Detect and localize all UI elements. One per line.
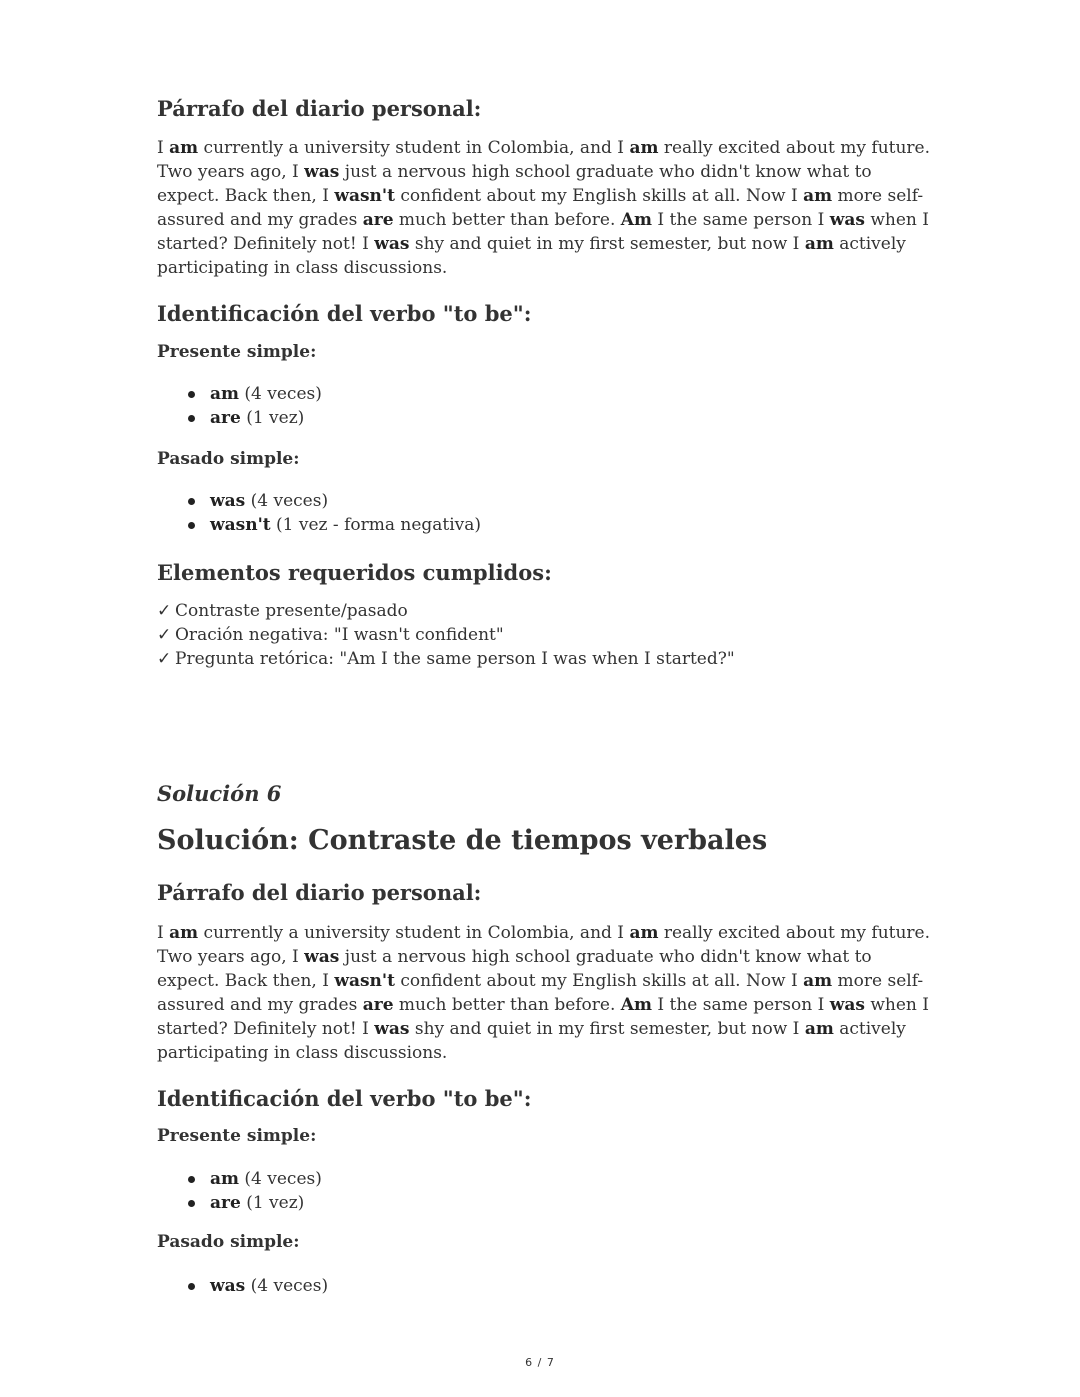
paragraph-text: much better than before. <box>393 995 621 1015</box>
verb-highlight: Am <box>620 995 652 1015</box>
identification-heading-1 <box>157 301 937 326</box>
diary-heading-2 <box>157 880 937 905</box>
present-simple-label: Presente simple: <box>157 1126 317 1146</box>
verb-label: are <box>210 408 241 428</box>
list-item <box>157 1191 937 1215</box>
paragraph-text: I <box>157 923 170 943</box>
requirements-list <box>157 599 937 671</box>
verb-highlight: am <box>803 186 833 206</box>
list-item <box>157 489 937 513</box>
bullet-icon <box>188 498 195 505</box>
verb-highlight: Am <box>620 210 652 230</box>
solution-label-block <box>157 781 937 806</box>
title-block <box>157 825 937 856</box>
section-heading: Identificación del verbo "to be": <box>157 1086 532 1111</box>
paragraph-text: I the same person I <box>651 210 830 230</box>
diary-paragraph <box>157 921 937 1065</box>
past-label-2 <box>157 1232 937 1252</box>
solution-label: Solución 6 <box>157 781 282 806</box>
verb-label: was <box>210 491 246 511</box>
past-label-1 <box>157 449 937 469</box>
verb-highlight: was <box>374 234 410 254</box>
verb-count: (4 veces) <box>245 1276 329 1296</box>
verb-highlight: am <box>629 138 659 158</box>
verb-highlight: am <box>629 923 659 943</box>
past-list <box>157 1274 937 1298</box>
past-simple-label: Pasado simple: <box>157 449 300 469</box>
paragraph-text: shy and quiet in my first semester, but now I <box>409 1019 805 1039</box>
check-icon: ✓ <box>157 601 172 621</box>
diary-paragraph-2 <box>157 921 937 1065</box>
check-item <box>157 647 937 671</box>
paragraph-text: actively participating in class discussions. <box>157 1019 906 1063</box>
verb-highlight: was <box>304 162 340 182</box>
page-title: Solución: Contraste de tiempos verbales <box>157 825 768 856</box>
list-item <box>157 1274 937 1298</box>
identification-heading-2 <box>157 1086 937 1111</box>
verb-highlight: wasn't <box>334 186 395 206</box>
paragraph-text: currently a university student in Colombia, and I <box>198 923 630 943</box>
paragraph-text: I <box>157 138 170 158</box>
present-list <box>157 382 937 430</box>
paragraph-text: when I started? Definitely not! I <box>157 995 929 1039</box>
list-item <box>157 406 937 430</box>
verb-count: (4 veces) <box>239 384 322 404</box>
bullet-icon <box>188 415 195 422</box>
bullet-icon <box>188 1283 195 1290</box>
verb-count: (1 vez) <box>240 408 305 428</box>
verb-count: (1 vez - forma negativa) <box>270 515 482 535</box>
past-list <box>157 489 937 537</box>
paragraph-text: just a nervous high school graduate who didn't know what to expect. Back then, I <box>157 162 872 206</box>
paragraph-text: more self-assured and my grades <box>157 971 924 1015</box>
verb-count: (4 veces) <box>239 1169 322 1189</box>
paragraph-text: really excited about my future. Two years ago, I <box>157 138 931 182</box>
verb-label: are <box>210 1193 241 1213</box>
diary-paragraph <box>157 136 937 280</box>
check-text: Pregunta retórica: "Am I the same person I was when I started?" <box>175 649 735 669</box>
past-list-1 <box>157 489 937 537</box>
verb-highlight: was <box>829 995 865 1015</box>
verb-label: am <box>210 1169 240 1189</box>
present-label-1 <box>157 342 937 362</box>
paragraph-text: confident about my English skills at all. Now I <box>394 186 804 206</box>
paragraph-text: really excited about my future. Two years ago, I <box>157 923 931 967</box>
verb-highlight: wasn't <box>334 971 395 991</box>
verb-highlight: was <box>374 1019 410 1039</box>
verb-highlight: am <box>169 138 199 158</box>
past-list-2 <box>157 1274 937 1298</box>
bullet-icon <box>188 1176 195 1183</box>
paragraph-text: shy and quiet in my first semester, but now I <box>409 234 805 254</box>
verb-highlight: are <box>362 210 394 230</box>
bullet-icon <box>188 522 195 529</box>
paragraph-text: when I started? Definitely not! I <box>157 210 929 254</box>
verb-label: wasn't <box>210 515 271 535</box>
check-text: Oración negativa: "I wasn't confident" <box>175 625 504 645</box>
section-heading: Párrafo del diario personal: <box>157 96 482 121</box>
verb-label: am <box>210 384 240 404</box>
verb-highlight: was <box>304 947 340 967</box>
bullet-icon <box>188 391 195 398</box>
list-item <box>157 1167 937 1191</box>
present-list <box>157 1167 937 1215</box>
page-number: 6 / 7 <box>525 1356 555 1369</box>
diary-heading-1 <box>157 96 937 121</box>
verb-highlight: are <box>362 995 394 1015</box>
check-item <box>157 623 937 647</box>
paragraph-text: currently a university student in Colombia, and I <box>198 138 630 158</box>
present-label-2 <box>157 1126 937 1146</box>
diary-paragraph-1 <box>157 136 937 280</box>
paragraph-text: much better than before. <box>393 210 621 230</box>
past-simple-label: Pasado simple: <box>157 1232 300 1252</box>
section-heading: Identificación del verbo "to be": <box>157 301 532 326</box>
verb-highlight: am <box>804 1019 834 1039</box>
present-list-2 <box>157 1167 937 1215</box>
section-heading: Elementos requeridos cumplidos: <box>157 560 552 585</box>
check-icon: ✓ <box>157 649 172 669</box>
present-list-1 <box>157 382 937 430</box>
paragraph-text: I the same person I <box>651 995 830 1015</box>
check-icon: ✓ <box>157 625 172 645</box>
verb-highlight: am <box>804 234 834 254</box>
bullet-icon <box>188 1200 195 1207</box>
verb-highlight: was <box>829 210 865 230</box>
check-item <box>157 599 937 623</box>
paragraph-text: just a nervous high school graduate who didn't know what to expect. Back then, I <box>157 947 872 991</box>
paragraph-text: actively participating in class discussions. <box>157 234 906 278</box>
requirements-heading-1 <box>157 560 937 585</box>
check-text: Contraste presente/pasado <box>175 601 408 621</box>
paragraph-text: confident about my English skills at all. Now I <box>394 971 804 991</box>
verb-count: (1 vez) <box>240 1193 305 1213</box>
section-heading: Párrafo del diario personal: <box>157 880 482 905</box>
list-item <box>157 513 937 537</box>
verb-highlight: am <box>169 923 199 943</box>
list-item <box>157 382 937 406</box>
paragraph-text: more self-assured and my grades <box>157 186 924 230</box>
present-simple-label: Presente simple: <box>157 342 317 362</box>
verb-highlight: am <box>803 971 833 991</box>
verb-count: (4 veces) <box>245 491 329 511</box>
verb-label: was <box>210 1276 246 1296</box>
